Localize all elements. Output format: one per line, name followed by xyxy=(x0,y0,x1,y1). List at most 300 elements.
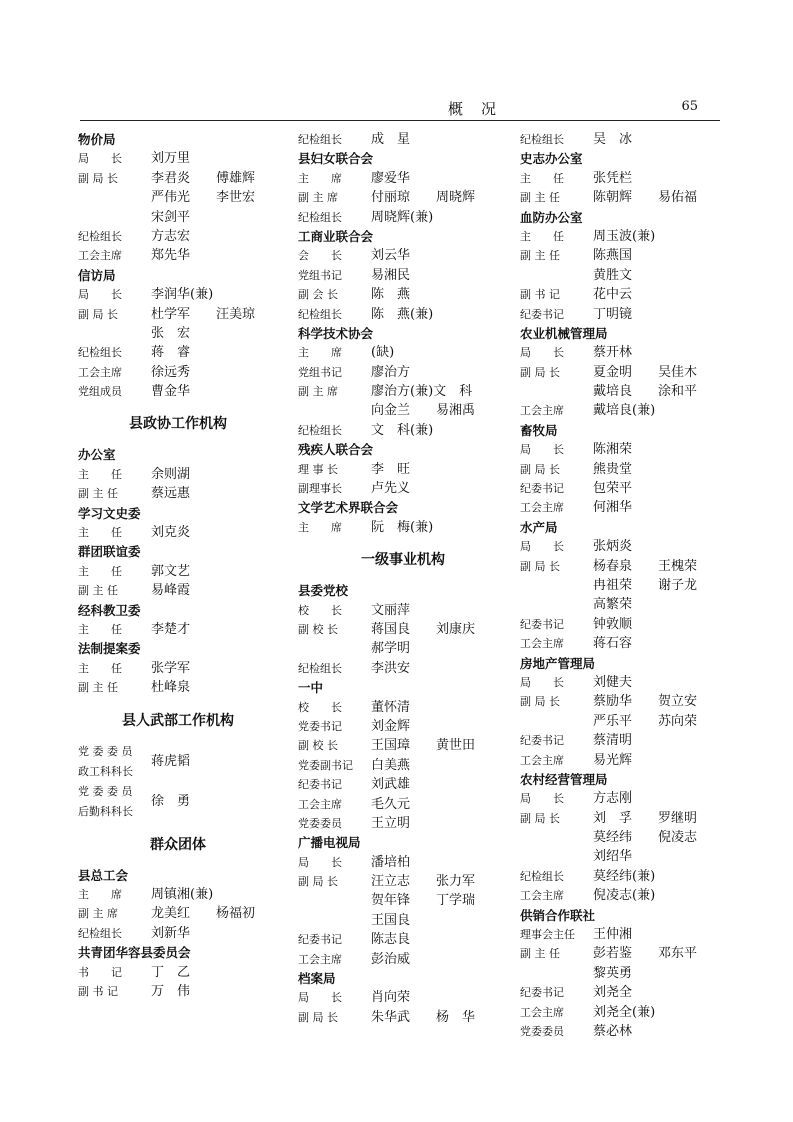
staff-row xyxy=(520,925,725,944)
position-title: 纪检组长 xyxy=(298,133,342,146)
org-heading: 文学艺术界联合会 xyxy=(298,500,399,516)
org-heading: 史志办公室 xyxy=(520,151,583,167)
staff-row xyxy=(520,615,725,634)
staff-row xyxy=(78,305,278,324)
staff-row xyxy=(520,847,725,866)
person-name: 夏金明 xyxy=(593,364,633,380)
person-name: 万 伟 xyxy=(151,983,191,999)
person-name: 包荣平 xyxy=(593,481,633,497)
position-title: 副 会 长 xyxy=(298,288,338,302)
person-name: 涂和平 xyxy=(658,384,698,400)
org-heading: 县委党校 xyxy=(298,583,349,599)
person-name: 易峰霞 xyxy=(151,583,191,599)
position-title: 纪委书记 xyxy=(520,734,564,748)
position-title: 主 任 xyxy=(78,526,122,540)
person-name: 熊贵堂 xyxy=(593,461,633,477)
org-heading: 群团联谊委 xyxy=(78,544,141,560)
person-name: 余则湖 xyxy=(151,466,191,482)
section-heading: 县人武部工作机构 xyxy=(122,712,234,729)
staff-row xyxy=(520,751,725,770)
position-title: 工会主席 xyxy=(78,365,122,379)
staff-row xyxy=(298,518,508,537)
staff-row xyxy=(78,904,278,923)
staff-row xyxy=(298,853,508,872)
position-title: 纪委书记 xyxy=(520,617,564,631)
staff-row xyxy=(298,401,508,420)
person-name: 钟敦顺 xyxy=(593,616,633,632)
position-title: 副 主 任 xyxy=(78,487,118,501)
staff-row xyxy=(298,208,508,227)
staff-row xyxy=(520,188,725,207)
person-name: 刘金辉 xyxy=(371,718,411,734)
staff-row xyxy=(520,789,725,808)
person-name: 宋剑平 xyxy=(151,209,191,225)
person-name: 陈湘荣 xyxy=(593,442,633,458)
person-name: 彭治威 xyxy=(371,951,411,967)
person-name: 蔡远惠 xyxy=(151,486,191,502)
org-heading: 县总工会 xyxy=(78,867,129,883)
position-title: 局 长 xyxy=(78,288,122,302)
person-name: 傅雄辉 xyxy=(216,170,256,186)
staff-row xyxy=(78,149,278,168)
staff-row xyxy=(520,440,725,459)
staff-row xyxy=(78,484,278,503)
org-heading: 供销合作联社 xyxy=(520,907,596,923)
position-title: 工会主席 xyxy=(520,501,564,515)
person-name: 王仲湘 xyxy=(593,927,633,943)
position-title: 纪检组长 xyxy=(78,346,122,360)
position-title: 会 长 xyxy=(298,249,342,263)
person-name: 张 宏 xyxy=(151,325,191,341)
position-title: 纪委书记 xyxy=(520,307,564,321)
person-name: 戴培良(兼) xyxy=(593,403,656,419)
staff-row xyxy=(520,363,725,382)
person-name: 文丽萍 xyxy=(371,602,411,618)
org-heading: 残疾人联合会 xyxy=(298,442,374,458)
person-name: 苏向荣 xyxy=(658,713,698,729)
staff-row xyxy=(520,1022,725,1041)
position-title: 纪委书记 xyxy=(298,778,342,792)
org-heading: 档案局 xyxy=(298,971,336,987)
person-name: 严伟光 xyxy=(151,190,191,206)
position-title: 局 长 xyxy=(78,152,122,166)
staff-row xyxy=(520,246,725,265)
staff-row xyxy=(298,736,508,755)
position-title: 纪检组长 xyxy=(78,926,122,940)
person-name: 成 星 xyxy=(371,132,411,147)
position-title: 主 任 xyxy=(78,661,122,675)
person-name: 刘新华 xyxy=(151,925,191,941)
person-name: 李润华(兼) xyxy=(151,287,214,303)
person-name: 向金兰 xyxy=(371,403,411,419)
person-name: 刘绍华 xyxy=(593,849,633,865)
position-title: 主 席 xyxy=(78,887,122,901)
position-title: 主 任 xyxy=(520,171,564,185)
person-name: 汪立志 xyxy=(371,874,411,890)
staff-row xyxy=(298,421,508,440)
person-name: 蒋石容 xyxy=(593,636,633,652)
staff-row xyxy=(78,465,278,484)
staff-row xyxy=(520,731,725,750)
column-1 xyxy=(78,130,278,1001)
staff-row xyxy=(520,227,725,246)
staff-row xyxy=(520,1003,725,1022)
person-name: 李世宏 xyxy=(216,190,256,206)
person-name: 蒋国良 xyxy=(371,621,411,637)
position-title: 副 局 长 xyxy=(298,1010,338,1024)
person-name: 莫经纬(兼) xyxy=(593,868,656,884)
staff-row xyxy=(78,285,278,304)
staff-row xyxy=(298,246,508,265)
position-title: 党委委员 xyxy=(298,816,342,830)
staff-row xyxy=(298,130,508,149)
position-title: 副 局 长 xyxy=(520,365,560,379)
page-title: 概况 xyxy=(448,100,515,118)
org-heading: 法制提案委 xyxy=(78,641,141,657)
position-title: 纪检组长 xyxy=(298,661,342,675)
staff-row xyxy=(298,891,508,910)
person-name: 潘培柏 xyxy=(371,854,411,870)
position-title: 书 记 xyxy=(78,965,122,979)
position-title: 副 主 席 xyxy=(298,191,338,205)
person-name: 刘万里 xyxy=(151,151,191,167)
position-title: 副 校 长 xyxy=(298,622,338,636)
person-name: 丁 乙 xyxy=(151,964,191,980)
person-name: 白美燕 xyxy=(371,757,411,773)
person-name: 董怀清 xyxy=(371,699,411,715)
staff-row xyxy=(78,324,278,343)
staff-row xyxy=(298,911,508,930)
staff-row xyxy=(520,130,725,149)
org-heading: 工商业联合会 xyxy=(298,228,374,244)
staff-row xyxy=(298,169,508,188)
person-name: 吴佳木 xyxy=(658,364,698,380)
person-name: 蔡开林 xyxy=(593,345,633,361)
staff-row xyxy=(78,343,278,362)
person-name: 周镇湘(兼) xyxy=(151,886,214,902)
person-name: 冉祖荣 xyxy=(593,577,633,593)
person-name: 蔡清明 xyxy=(593,733,633,749)
org-heading: 共青团华容县委员会 xyxy=(78,945,191,961)
person-name: 王槐荣 xyxy=(658,558,698,574)
person-name: 蒋 睿 xyxy=(151,345,191,361)
position-title: 局 长 xyxy=(520,346,564,360)
position-title: 党委委员 xyxy=(520,1024,564,1038)
person-name: 黄世田 xyxy=(436,738,476,754)
org-heading: 一中 xyxy=(298,680,324,696)
person-name: 付丽琼 xyxy=(371,190,411,206)
position-title: 理 事 长 xyxy=(298,462,338,476)
person-name: 张炳炎 xyxy=(593,539,633,555)
position-title: 工会主席 xyxy=(78,249,122,263)
staff-row xyxy=(298,285,508,304)
position-title: 副 局 长 xyxy=(520,811,560,825)
position-title: 校 长 xyxy=(298,700,342,714)
person-name: 廖治方(兼)文 科 xyxy=(371,384,473,400)
position-title: 副 局 长 xyxy=(520,695,560,709)
position-title: 党组书记 xyxy=(298,268,342,282)
staff-row xyxy=(298,305,508,324)
staff-row xyxy=(78,982,278,1001)
staff-row xyxy=(520,285,725,304)
staff-row xyxy=(298,698,508,717)
org-heading: 广播电视局 xyxy=(298,835,361,851)
person-name: 方志宏 xyxy=(151,228,191,244)
person-name: 彭若鉴 xyxy=(593,946,633,962)
person-name: 郭文艺 xyxy=(151,563,191,579)
person-name: 黎英勇 xyxy=(593,965,633,981)
section-heading: 一级事业机构 xyxy=(361,552,445,569)
position-title: 副 局 长 xyxy=(78,307,118,321)
position-title: 党组成员 xyxy=(78,385,122,399)
position-title: 纪检组长 xyxy=(298,423,342,437)
person-name: 莫经纬 xyxy=(593,830,633,846)
staff-row xyxy=(78,924,278,943)
person-name: 贺立安 xyxy=(658,694,698,710)
person-name: 刘 孚 xyxy=(593,810,633,826)
staff-row xyxy=(298,639,508,658)
person-name: 罗继明 xyxy=(658,810,698,826)
staff-row xyxy=(78,246,278,265)
staff-row xyxy=(520,305,725,324)
staff-row xyxy=(298,266,508,285)
staff-row xyxy=(520,944,725,963)
person-name: 阮 梅(兼) xyxy=(371,519,434,535)
org-heading: 房地产管理局 xyxy=(520,655,596,671)
staff-row xyxy=(520,886,725,905)
position-title: 工会主席 xyxy=(520,637,564,651)
person-name: 花中云 xyxy=(593,287,633,303)
person-name: 李楚才 xyxy=(151,621,191,637)
position-title: 校 长 xyxy=(298,603,342,617)
position-title: 主 席 xyxy=(298,171,342,185)
person-name: 周玉波(兼) xyxy=(593,228,656,244)
org-heading: 县妇女联合会 xyxy=(298,151,374,167)
person-name: 李 旺 xyxy=(371,461,411,477)
position-title: 党委书记 xyxy=(298,719,342,733)
position-title: 副 主 任 xyxy=(520,191,560,205)
position-title: 纪委书记 xyxy=(520,482,564,496)
person-name: 刘尧全 xyxy=(593,985,633,1001)
position-title: 副 局 长 xyxy=(520,559,560,573)
position-title: 党 委 委 员 xyxy=(78,784,133,798)
position-title: 副 书 记 xyxy=(520,288,560,302)
person-name: 刘尧全(兼) xyxy=(593,1004,656,1020)
position-title: 工会主席 xyxy=(520,889,564,903)
position-title: 副 主 任 xyxy=(520,947,560,961)
position-title: 副 主 任 xyxy=(78,584,118,598)
staff-row xyxy=(520,983,725,1002)
staff-row xyxy=(78,227,278,246)
staff-row xyxy=(520,595,725,614)
person-name: 杜峰泉 xyxy=(151,680,191,696)
org-heading: 信访局 xyxy=(78,267,116,283)
person-name: 谢子龙 xyxy=(658,577,698,593)
position-title: 纪委书记 xyxy=(298,933,342,947)
staff-row xyxy=(298,188,508,207)
column-3 xyxy=(520,130,725,1041)
person-name: 倪凌志 xyxy=(658,830,698,846)
position-title: 工会主席 xyxy=(298,952,342,966)
position-title: 副 局 长 xyxy=(520,462,560,476)
staff-row xyxy=(78,678,278,697)
staff-row xyxy=(78,620,278,639)
staff-row xyxy=(520,479,725,498)
person-name: 黄胜文 xyxy=(593,267,633,283)
person-name: 徐远秀 xyxy=(151,364,191,380)
position-title: 纪检组长 xyxy=(520,869,564,883)
position-title: 纪检组长 xyxy=(520,133,564,146)
position-title: 主 席 xyxy=(298,520,342,534)
person-name: 王国良 xyxy=(371,912,411,928)
person-name: 倪凌志(兼) xyxy=(593,888,656,904)
org-heading: 经科教卫委 xyxy=(78,602,141,618)
position-title: 工会主席 xyxy=(520,1005,564,1019)
person-name: 张学军 xyxy=(151,660,191,676)
position-title: 局 长 xyxy=(520,540,564,554)
org-heading: 学习文史委 xyxy=(78,505,141,521)
position-title: 局 长 xyxy=(520,675,564,689)
person-name: (缺) xyxy=(371,345,395,361)
position-title: 副 主 任 xyxy=(520,249,560,263)
person-name: 高繁荣 xyxy=(593,597,633,613)
person-name: 张凭栏 xyxy=(593,170,633,186)
person-name: 刘武雄 xyxy=(371,777,411,793)
position-title: 主 席 xyxy=(298,346,342,360)
staff-row xyxy=(298,775,508,794)
staff-row xyxy=(298,1008,508,1027)
staff-row xyxy=(520,964,725,983)
person-name: 李洪安 xyxy=(371,660,411,676)
person-name: 文 科(兼) xyxy=(371,422,434,438)
position-title: 党 委 委 员 xyxy=(78,744,133,758)
person-name: 刘健夫 xyxy=(593,674,633,690)
person-name: 郑先华 xyxy=(151,248,191,264)
position-title: 工会主席 xyxy=(520,753,564,767)
position-title: 副 局 长 xyxy=(298,875,338,889)
staff-entry xyxy=(78,742,278,782)
staff-row xyxy=(78,659,278,678)
person-name: 王立明 xyxy=(371,815,411,831)
position-title: 政工科科长 xyxy=(78,764,133,778)
org-heading: 血防办公室 xyxy=(520,209,583,225)
position-title: 副 局 长 xyxy=(78,171,118,185)
position-title: 后勤科科长 xyxy=(78,804,133,818)
position-title: 主 任 xyxy=(78,622,122,636)
person-name: 贺年锋 xyxy=(371,893,411,909)
position-title: 副 主 席 xyxy=(298,385,338,399)
staff-row xyxy=(520,828,725,847)
position-title: 理事会主任 xyxy=(520,928,575,942)
staff-row xyxy=(78,523,278,542)
staff-row xyxy=(520,169,725,188)
page-number: 65 xyxy=(681,99,698,114)
person-name: 陈 燕(兼) xyxy=(371,306,434,322)
position-title: 主 任 xyxy=(78,467,122,481)
staff-row xyxy=(298,601,508,620)
section-heading: 群众团体 xyxy=(150,836,206,853)
staff-row xyxy=(298,382,508,401)
position-title: 局 长 xyxy=(520,443,564,457)
staff-row xyxy=(298,717,508,736)
staff-row xyxy=(298,479,508,498)
org-heading: 水产局 xyxy=(520,519,558,535)
person-name: 陈 燕 xyxy=(371,287,411,303)
person-name: 邓东平 xyxy=(658,946,698,962)
staff-row xyxy=(520,343,725,362)
position-title: 局 长 xyxy=(298,991,342,1005)
position-title: 主 任 xyxy=(78,564,122,578)
person-name: 毛久元 xyxy=(371,796,411,812)
org-heading: 畜牧局 xyxy=(520,422,558,438)
staff-row xyxy=(520,460,725,479)
staff-entry xyxy=(78,782,278,822)
person-name: 蒋虎韬 xyxy=(151,753,191,769)
staff-row xyxy=(78,562,278,581)
person-name: 杨春泉 xyxy=(593,558,633,574)
person-name: 蔡励华 xyxy=(593,694,633,710)
person-name: 丁明镜 xyxy=(593,306,633,322)
person-name: 杨福初 xyxy=(216,906,256,922)
page-header xyxy=(80,98,720,121)
person-name: 周晓辉 xyxy=(436,190,476,206)
staff-row xyxy=(520,634,725,653)
staff-row xyxy=(520,673,725,692)
person-name: 丁学瑞 xyxy=(436,893,476,909)
person-name: 徐 勇 xyxy=(151,793,191,809)
person-name: 龙美红 xyxy=(151,906,191,922)
person-name: 周晓辉(兼) xyxy=(371,209,434,225)
person-name: 何湘华 xyxy=(593,500,633,516)
position-title: 纪检组长 xyxy=(298,210,342,224)
person-name: 易湘民 xyxy=(371,267,411,283)
position-title: 副 主 任 xyxy=(78,681,118,695)
person-name: 吴 冰 xyxy=(593,132,633,147)
staff-row xyxy=(298,950,508,969)
person-name: 易光辉 xyxy=(593,752,633,768)
staff-row xyxy=(298,343,508,362)
staff-row xyxy=(520,266,725,285)
staff-row xyxy=(520,867,725,886)
org-heading: 办公室 xyxy=(78,447,116,463)
staff-row xyxy=(78,169,278,188)
person-name: 汪美琼 xyxy=(216,306,256,322)
position-title: 纪检组长 xyxy=(298,307,342,321)
person-name: 方志刚 xyxy=(593,791,633,807)
staff-row xyxy=(520,692,725,711)
staff-row xyxy=(298,872,508,891)
person-name: 卢先义 xyxy=(371,481,411,497)
org-heading: 农村经营管理局 xyxy=(520,771,608,787)
person-name: 曹金华 xyxy=(151,384,191,400)
person-name: 严乐平 xyxy=(593,713,633,729)
person-name: 陈燕国 xyxy=(593,248,633,264)
staff-row xyxy=(520,576,725,595)
person-name: 王国璋 xyxy=(371,738,411,754)
staff-row xyxy=(520,557,725,576)
position-title: 副理事长 xyxy=(298,482,342,496)
staff-row xyxy=(298,814,508,833)
staff-row xyxy=(78,363,278,382)
staff-row xyxy=(520,498,725,517)
position-title: 局 长 xyxy=(298,855,342,869)
org-heading: 农业机械管理局 xyxy=(520,325,608,341)
person-name: 易湘禹 xyxy=(436,403,476,419)
org-heading: 物价局 xyxy=(78,132,116,147)
org-heading: 科学技术协会 xyxy=(298,325,374,341)
staff-row xyxy=(520,382,725,401)
staff-row xyxy=(520,401,725,420)
